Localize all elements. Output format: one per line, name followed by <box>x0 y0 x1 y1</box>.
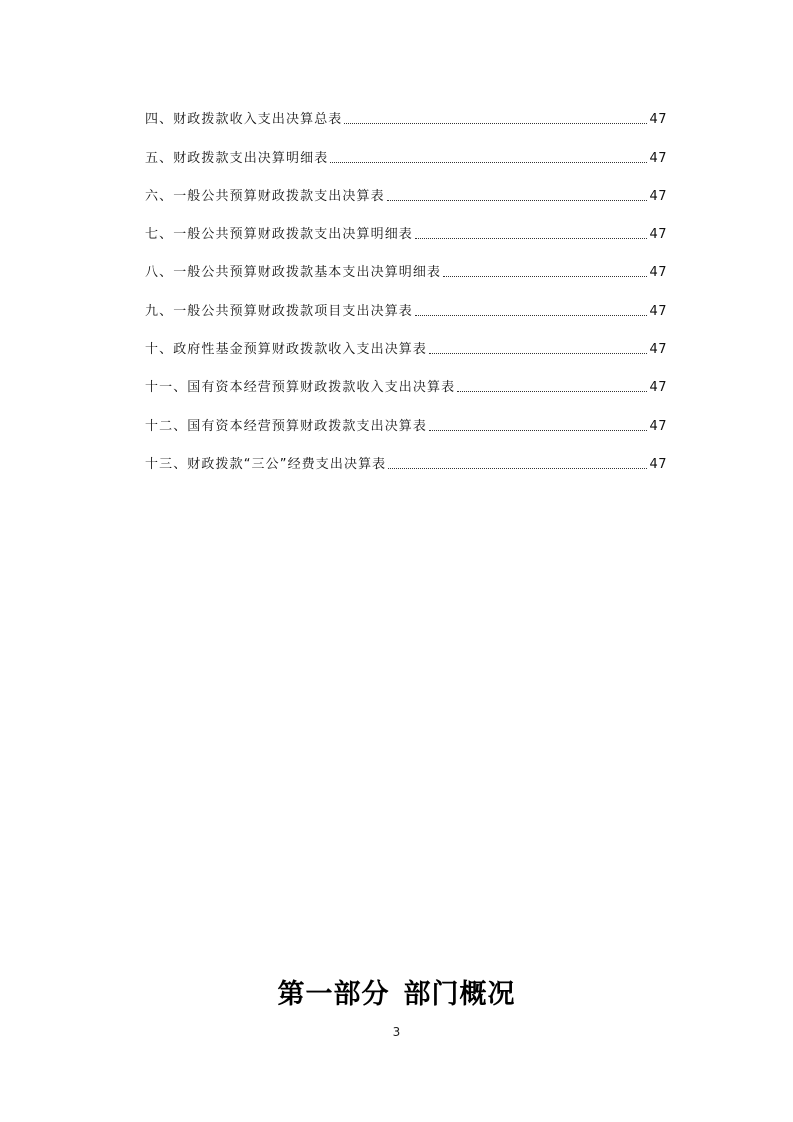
toc-entry[interactable] <box>145 330 667 368</box>
toc-entry-page: 47 <box>649 342 667 358</box>
toc-entry-label: 五、财政拨款支出决算明细表 <box>145 150 329 166</box>
toc-dot-leader <box>344 123 647 124</box>
table-of-contents <box>145 100 667 483</box>
toc-entry-page: 47 <box>649 227 667 243</box>
toc-entry[interactable] <box>145 177 667 215</box>
toc-entry[interactable] <box>145 215 667 253</box>
toc-entry[interactable] <box>145 368 667 406</box>
toc-entry-label: 七、一般公共预算财政拨款支出决算明细表 <box>145 227 413 243</box>
toc-entry[interactable] <box>145 138 667 176</box>
toc-entry-page: 47 <box>649 150 667 166</box>
toc-entry-label: 六、一般公共预算财政拨款支出决算表 <box>145 188 385 204</box>
toc-entry[interactable] <box>145 445 667 483</box>
toc-entry-label: 十二、国有资本经营预算财政拨款支出决算表 <box>145 418 428 434</box>
section-title: 部门概况 <box>403 979 516 1010</box>
toc-entry[interactable] <box>145 291 667 329</box>
toc-entry-label: 四、财政拨款收入支出决算总表 <box>145 112 343 128</box>
toc-entry-page: 47 <box>649 380 667 396</box>
toc-entry[interactable] <box>145 406 667 444</box>
toc-entry-page: 47 <box>649 188 667 204</box>
toc-dot-leader <box>415 315 648 316</box>
toc-entry-label: 八、一般公共预算财政拨款基本支出决算明细表 <box>145 265 442 281</box>
toc-dot-leader <box>457 391 647 392</box>
toc-entry[interactable] <box>145 253 667 291</box>
section-part-label: 第一部分 <box>277 979 390 1010</box>
page-number: 3 <box>392 1025 401 1039</box>
toc-entry-label: 十一、国有资本经营预算财政拨款收入支出决算表 <box>145 380 456 396</box>
toc-entry-label: 十、政府性基金预算财政拨款收入支出决算表 <box>145 342 428 358</box>
toc-dot-leader <box>429 353 647 354</box>
toc-dot-leader <box>415 238 648 239</box>
toc-entry[interactable] <box>145 100 667 138</box>
toc-dot-leader <box>387 200 648 201</box>
toc-entry-page: 47 <box>649 303 667 319</box>
toc-entry-label: 十三、财政拨款“三公”经费支出决算表 <box>145 456 387 472</box>
toc-entry-page: 47 <box>649 456 667 472</box>
toc-dot-leader <box>388 468 647 469</box>
toc-entry-page: 47 <box>649 265 667 281</box>
section-heading <box>0 972 793 1011</box>
toc-entry-page: 47 <box>649 418 667 434</box>
toc-entry-page: 47 <box>649 112 667 128</box>
toc-entry-label: 九、一般公共预算财政拨款项目支出决算表 <box>145 303 413 319</box>
toc-dot-leader <box>429 430 647 431</box>
toc-dot-leader <box>443 276 647 277</box>
toc-dot-leader <box>330 162 647 163</box>
